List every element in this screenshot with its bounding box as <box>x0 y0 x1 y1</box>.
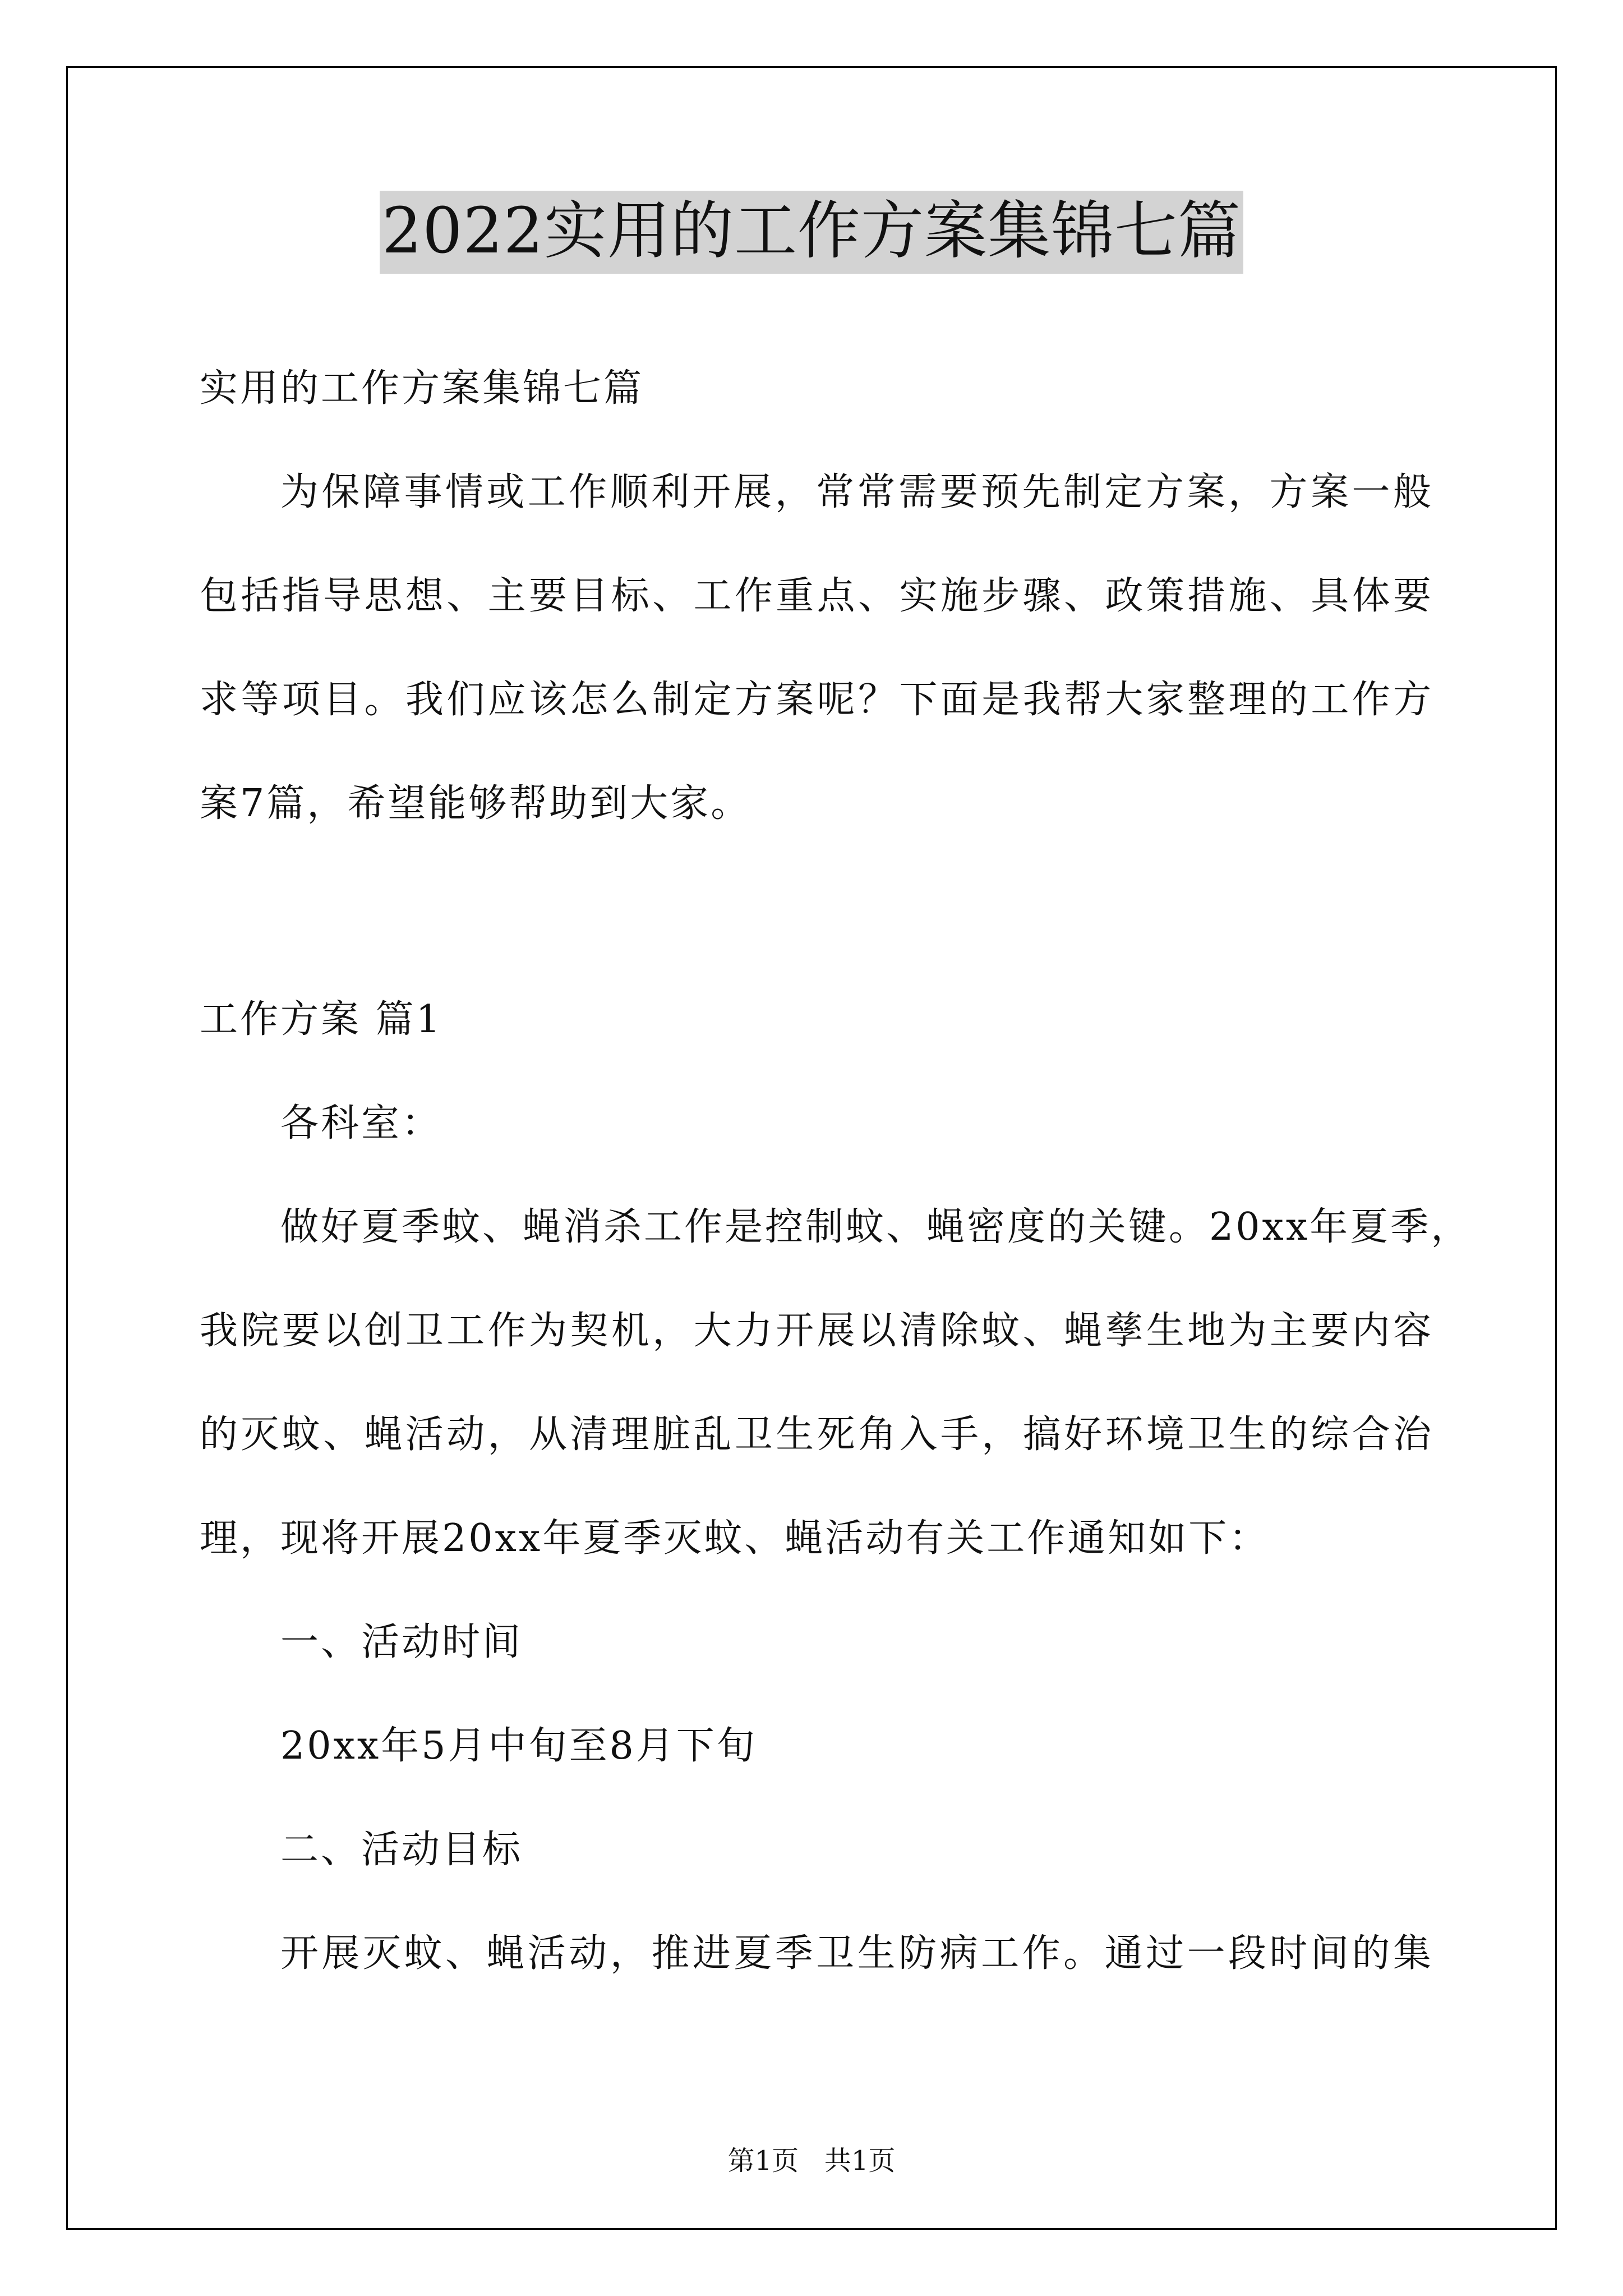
document-title-text: 2022实用的工作方案集锦七篇 <box>380 191 1243 274</box>
body-line-2: 我院要以创卫工作为契机，大力开展以清除蚊、蝇孳生地为主要内容 <box>200 1309 1433 1353</box>
document-subtitle: 实用的工作方案集锦七篇 <box>200 366 644 411</box>
body-line-1: 做好夏季蚊、蝇消杀工作是控制蚊、蝇密度的关键。20xx年夏季， <box>280 1205 1472 1249</box>
intro-line-1: 为保障事情或工作顺利开展，常常需要预先制定方案，方案一般 <box>280 470 1433 514</box>
intro-line-4: 案7篇，希望能够帮助到大家。 <box>200 781 751 826</box>
section-heading: 工作方案 篇1 <box>200 997 442 1042</box>
item1-text: 20xx年5月中旬至8月下旬 <box>280 1724 757 1768</box>
body-line-4: 理，现将开展20xx年夏季灭蚊、蝇活动有关工作通知如下： <box>200 1516 1270 1561</box>
body-line-3: 的灭蚊、蝇活动，从清理脏乱卫生死角入手，搞好环境卫生的综合治 <box>200 1412 1433 1457</box>
item2-heading: 二、活动目标 <box>280 1828 523 1872</box>
item2-text: 开展灭蚊、蝇活动，推进夏季卫生防病工作。通过一段时间的集 <box>280 1931 1433 1976</box>
document-title <box>0 191 1623 274</box>
item1-heading: 一、活动时间 <box>280 1620 523 1664</box>
page-footer: 第1页 共1页 <box>727 2145 896 2177</box>
intro-line-3: 求等项目。我们应该怎么制定方案呢？下面是我帮大家整理的工作方 <box>200 678 1433 722</box>
intro-line-2: 包括指导思想、主要目标、工作重点、实施步骤、政策措施、具体要 <box>200 574 1433 618</box>
salutation: 各科室： <box>280 1101 442 1145</box>
